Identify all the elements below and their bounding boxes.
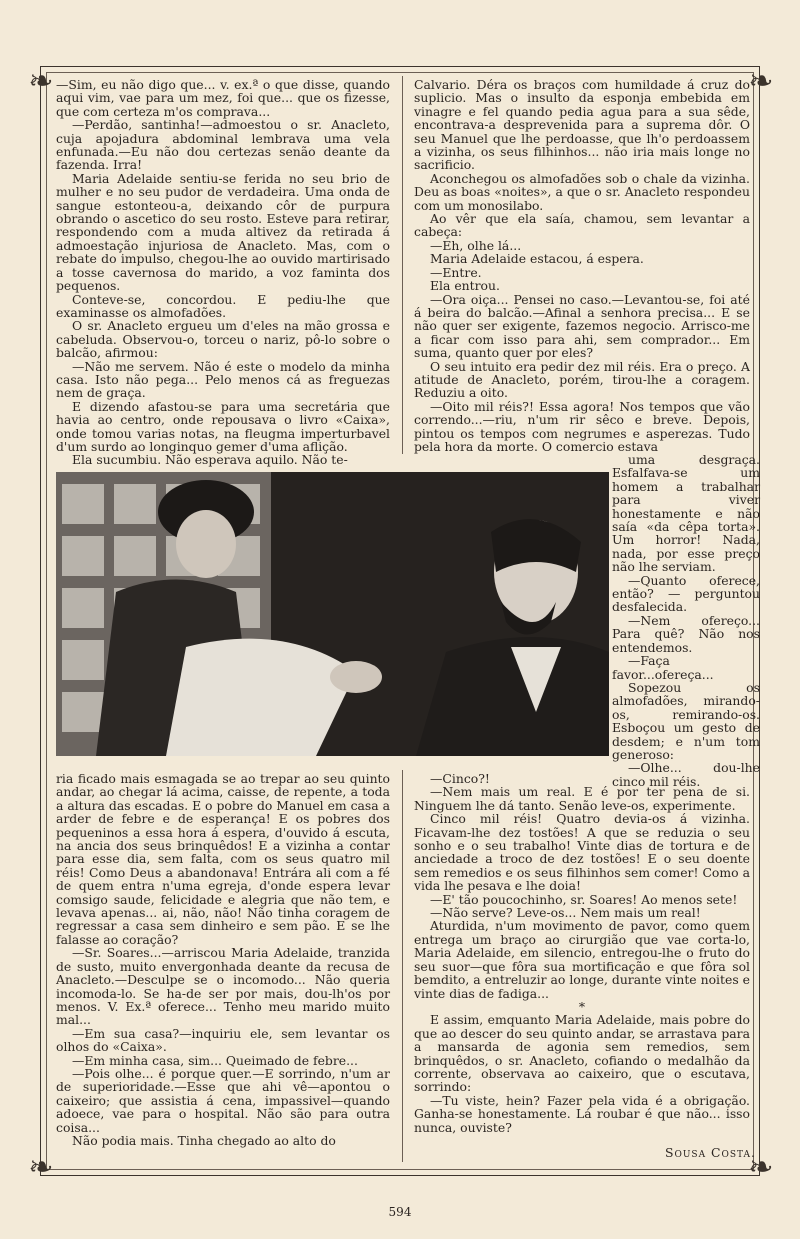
paragraph: Sopezou os almofadões, mirando-os, remirando-os. Esboçou um gesto de desdem; e n'um tom generoso: [612, 679, 760, 762]
paragraph: Aturdida, n'um movimento de pavor, como quem entrega um braço ao cirurgião que vae corta-lo, Maria Adelaide, em silencio, entregou-lhe o fruto do seu suor—que fôra sua mortificação e que fôra sol bemdito, a entreluzir ao longe, durante vinte noites e vinte dias de fadiga... [414, 918, 750, 1001]
paragraph: Aconchegou os almofadões sob o chale da vizinha. Deu as boas «noites», a que o sr. Anacleto respondeu com um monosilabo. [414, 170, 750, 213]
paragraph: —Sr. Soares...—arriscou Maria Adelaide, tranzida de susto, muito envergonhada deante da recusa de Anacleto.—Desculpe se o incomodo... Não queria incomoda-lo. Se ha-de ser por mais, dou-lh'os por menos. V. Ex.ª oferece... Tenho meu marido muito mal... [56, 945, 390, 1028]
paragraph: —Sim, eu não digo que... v. ex.ª o que disse, quando aqui vim, vae para um mez, foi que... que os fizesse, que com certeza m'os comprava... [56, 77, 390, 119]
paragraph: Ela sucumbiu. Não esperava aquilo. Não te- [72, 452, 348, 468]
paragraph: —Em minha casa, sim... Queimado de febre... [72, 1052, 358, 1068]
column-divider [402, 76, 403, 454]
paragraph: —E' tão poucochinho, sr. Soares! Ao menos sete! [430, 891, 738, 907]
paragraph: —Não me servem. Não é este o modelo da minha casa. Isto não pega... Pelo menos cá as freguezas nem de graça. [56, 358, 390, 401]
paragraph: uma desgraça. Esfalfava-se um homem a trabalhar para viver honestamente e não saía «da cêpa torta». Um horror! Nada, nada, por esse preço não lhe serviam. [612, 452, 760, 575]
paragraph: O seu intuito era pedir dez mil réis. Era o preço. A atitude de Anacleto, porém, tirou-lhe a coragem. Reduziu a oito. [414, 358, 750, 401]
paragraph: Ao vêr que ela saía, chamou, sem levantar a cabeça: [414, 211, 750, 240]
paragraph: —Oito mil réis?! Essa agora! Nos tempos que vão correndo...—riu, n'um rir sêco e breve. Depois, pintou os tempos com negrumes e asperezas. Tudo pela hora da morte. O comercio estava [414, 398, 750, 454]
corner-ornament-icon: ❧ [28, 64, 54, 99]
paragraph: —Faça favor...ofereça... [612, 653, 714, 682]
paragraph: Calvario. Déra os braços com humildade á cruz do suplicio. Mas o insulto da esponja embebida em vinagre e fel quando pedia agua para a sua sêde, encontrava-a desprevenida para a suprema dôr. O seu Manuel que lhe perdoasse, que lh'o perdoassem a vizinha, os seus filhinhos... não iria mais longe no sacrificio. [414, 77, 750, 173]
illustration-scene [56, 472, 609, 756]
paragraph: —Ora oiça... Pensei no caso.—Levantou-se, foi até á beira do balcão.—Afinal a senhora precisa... E se não quer ser exigente, fazemos negocio. Arrisco-me a ficar com isso para ahi, sem comprador... Em suma, quanto quer por eles? [414, 291, 750, 361]
illustration [56, 472, 609, 756]
paragraph: —Em sua casa?—inquiriu ele, sem levantar os olhos do «Caixa». [56, 1025, 390, 1055]
paragraph: E assim, emquanto Maria Adelaide, mais pobre do que ao descer do seu quinto andar, se arrastava para a mansarda de agonia sem remedios, sem brinquêdos, o sr. Anacleto, cofiando o medalhão da corrente, observava ao caixeiro, que o escutava, sorrindo: [414, 1012, 750, 1095]
column-bottom-left [56, 772, 390, 1147]
paragraph: —Pois olhe... é porque quer.—E sorrindo, n'um ar de superioridade.—Esse que ahi vê—apontou o caixeiro; que assistia á cena, impassivel—quando adoece, vae para o hospital. Não são para outra coisa... [56, 1065, 390, 1135]
column-divider [402, 770, 403, 1162]
paragraph: Não podia mais. Tinha chegado ao alto do [72, 1132, 336, 1148]
paragraph: —Nem mais um real. E é por ter pena de si. Ninguem lhe dá tanto. Senão leve-os, experimente. [414, 784, 750, 813]
paragraph: Maria Adelaide sentiu-se ferida no seu brio de mulher e no seu pudor de verdadeira. Uma onda de sangue estonteou-a, deixando côr de purpura obrando o ascetico do seu rosto. Esteve para retirar, respondendo com a muda altivez da retirada á admoestação injuriosa de Anacleto. Mas, com o rebate do impulso, chegou-lhe ao ouvido martirisado a tosse cavernosa do marido, a voz faminta dos pequenos. [56, 170, 390, 294]
paragraph: —Tu viste, hein? Fazer pela vida é a obrigação. Ganha-se honestamente. Lá roubar é que não... isso nunca, ouviste? [414, 1092, 750, 1135]
column-top-left [56, 78, 390, 467]
column-wrap-right [612, 453, 760, 788]
paragraph: E dizendo afastou-se para uma secretária que havia ao centro, onde repousava o livro «Caixa», onde tomou varias notas, na fleugma imperturbavel d'um surdo ao longinquo gemer d'uma aflição. [56, 398, 390, 454]
corner-ornament-icon: ❧ [28, 1150, 54, 1185]
paragraph: —Nem ofereço... Para quê? Não nos entendemos. [612, 612, 760, 655]
section-separator: * [578, 998, 586, 1014]
paragraph: —Perdão, santinha!—admoestou o sr. Anacleto, cuja apojadura abdominal lembrava uma vela enfunada.—Eu não dou certezas senão deante da fazenda. Irra! [56, 117, 390, 173]
column-top-right [414, 78, 750, 453]
page-number: 594 [388, 1205, 412, 1219]
paragraph: Ela entrou. [430, 278, 500, 294]
paragraph: Maria Adelaide estacou, á espera. [430, 251, 644, 267]
paragraph: Conteve-se, concordou. E pediu-lhe que examinasse os almofadões. [56, 291, 390, 320]
paragraph: —Olhe... dou-lhe cinco mil réis. [612, 760, 760, 789]
paragraph: —Quanto oferece, então? — perguntou desfalecida. [612, 572, 760, 615]
paragraph: —Não serve? Leve-os... Nem mais um real! [430, 905, 701, 921]
paragraph: —Cinco?! [430, 771, 490, 786]
paragraph: Cinco mil réis! Quatro devia-os á vizinha. Ficavam-lhe dez tostões! A que se reduzia o seu sonho e o seu trabalho! Vinte dias de tortura e de anciedade a troco de dez tostões! E o seu doente sem remedios e os seus filhinhos sem comer! Como a vida lhe pesava e lhe doia! [414, 811, 750, 894]
corner-ornament-icon: ❧ [748, 64, 774, 99]
paragraph: O sr. Anacleto ergueu um d'eles na mão grossa e cabeluda. Observou-o, torceu o nariz, pô-lo sobre o balcão, afirmou: [56, 318, 390, 361]
paragraph: —Entre. [430, 264, 482, 280]
column-bottom-right [414, 772, 750, 1134]
paragraph: ria ficado mais esmagada se ao trepar ao seu quinto andar, ao chegar lá acima, caisse, de repente, a toda a altura das escadas. E o pobre do Manuel em casa a arder de febre e de esperança! E os pobres dos pequeninos a essa hora á espera, d'ouvido á escuta, na ancia dos seus brinquêdos! E a vizinha a contar para esse dia, sem falta, com os seus quatro mil réis! Como Deus a abandonava! Entrára ali com a fé de quem entra n'uma egreja, d'onde espera levar comsigo saude, felicidade e alegria que não tem, e levava apenas... ai, não, não! Não tinha coragem de regressar a casa sem dinheiro e sem pão. E se lhe falasse ao coração? [56, 771, 390, 947]
author-signature: Sousa Costa. [664, 1145, 756, 1160]
corner-ornament-icon: ❧ [748, 1150, 774, 1185]
paragraph: —Eh, olhe lá... [430, 237, 522, 253]
